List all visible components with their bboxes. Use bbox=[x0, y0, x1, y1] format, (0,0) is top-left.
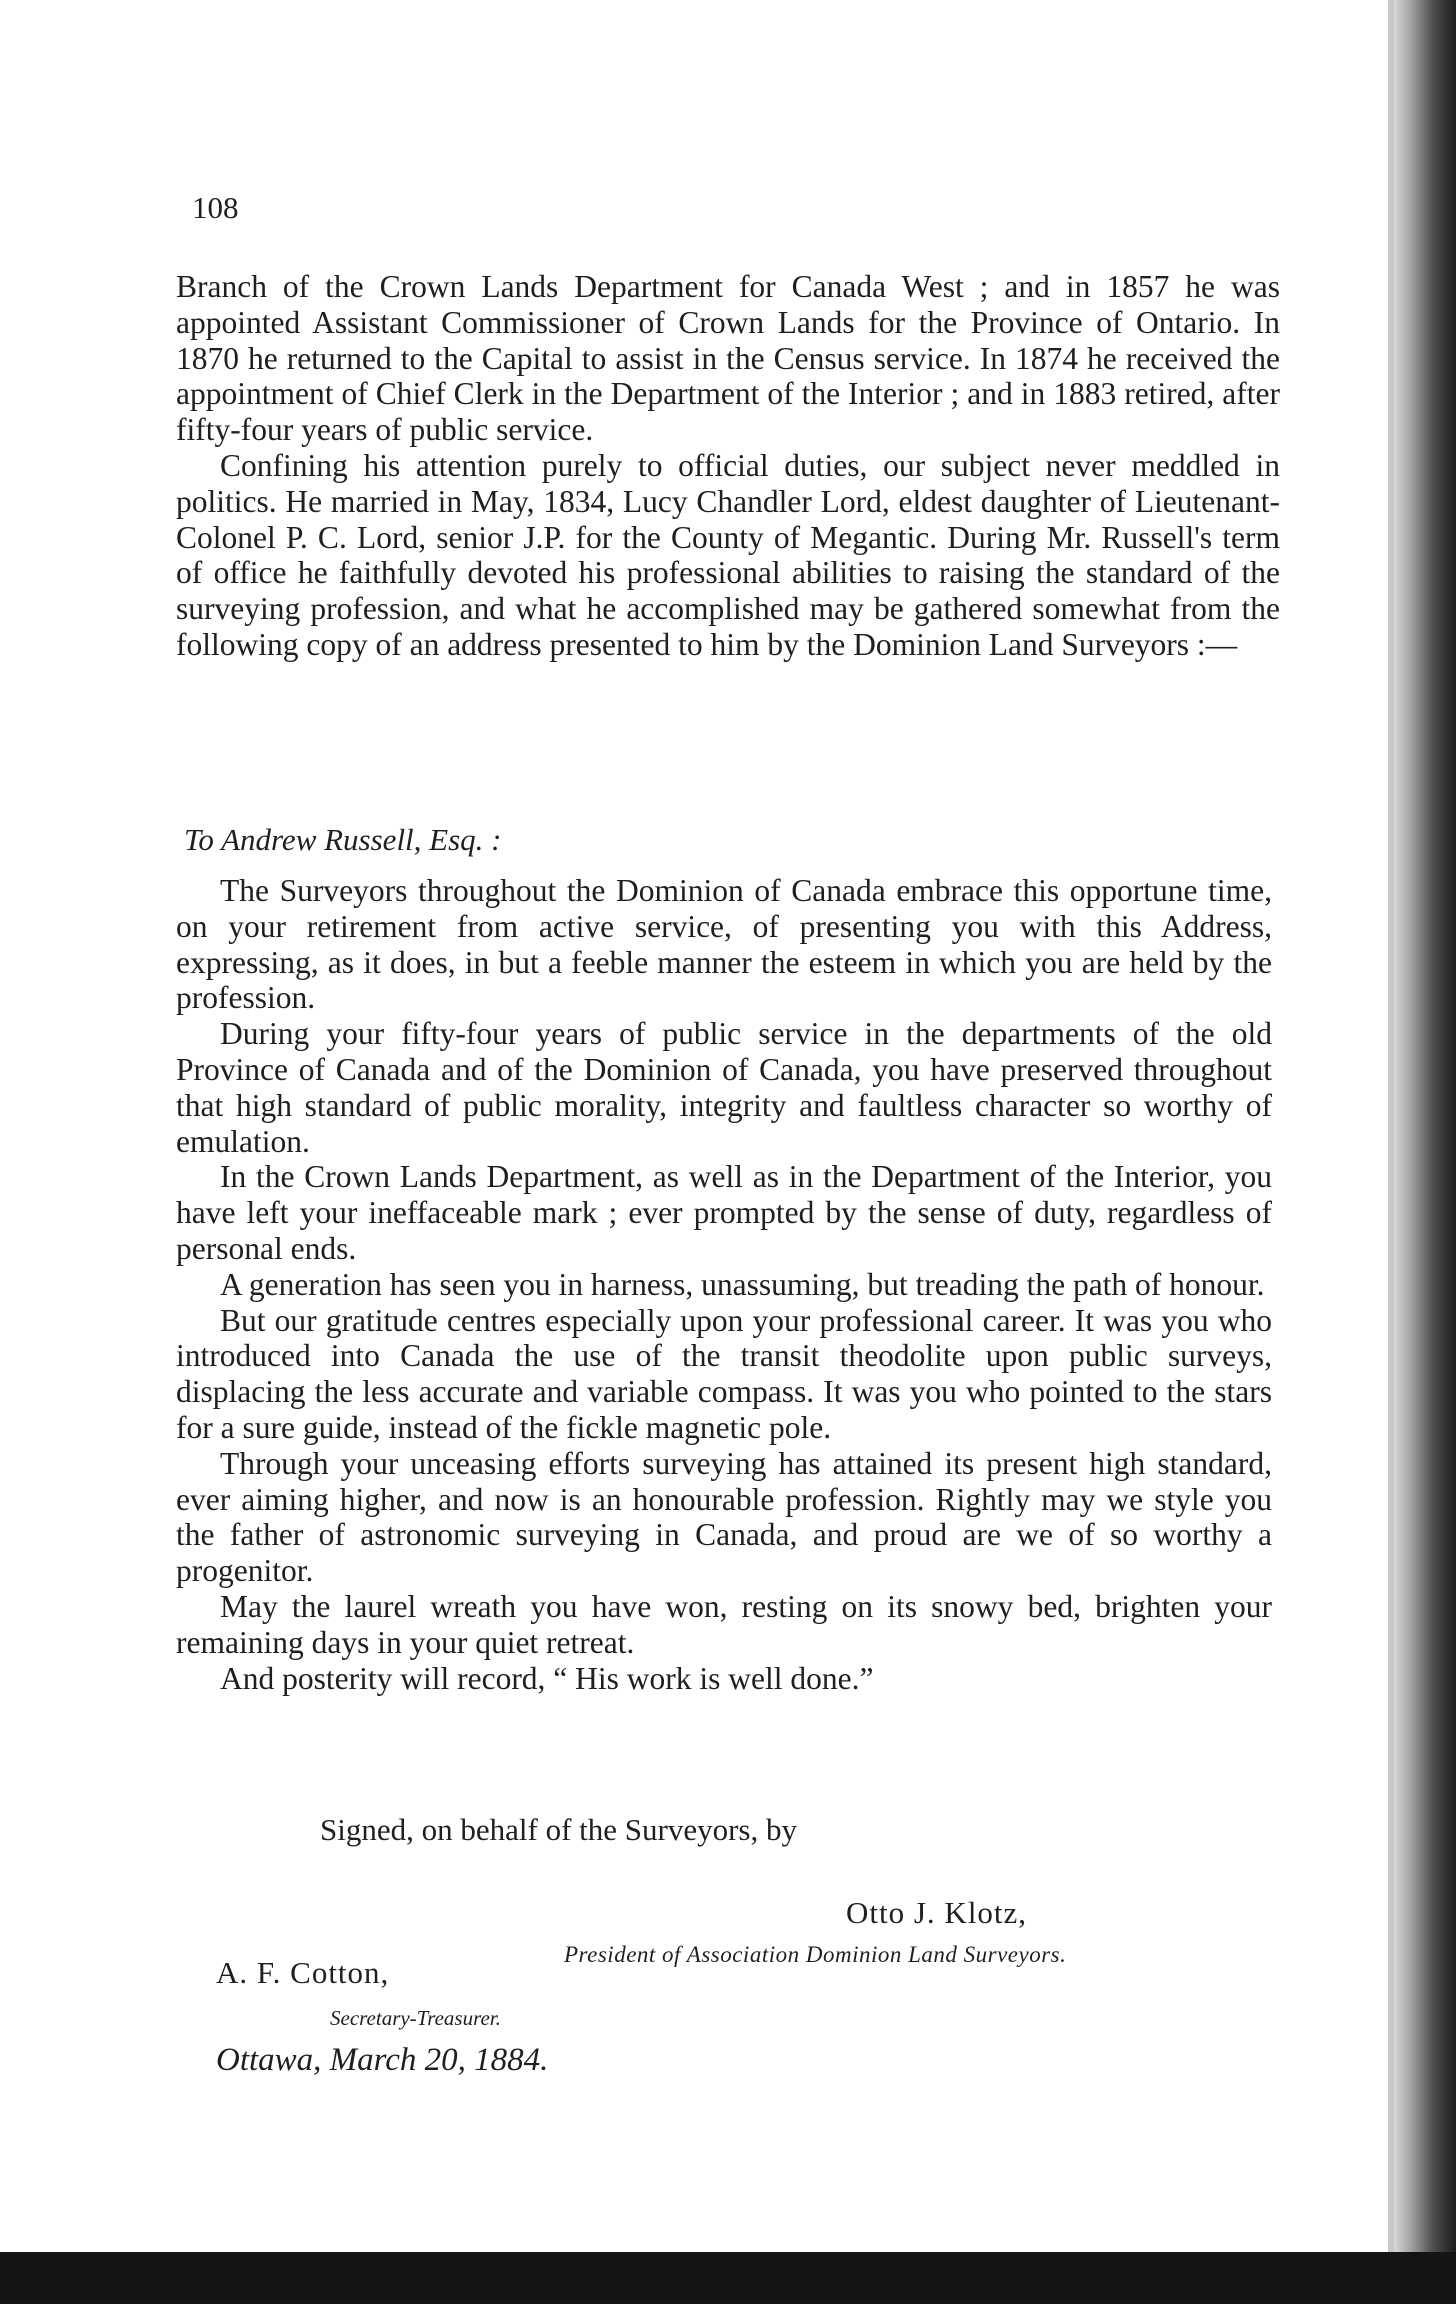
address-paragraph: May the laurel wreath you have won, resting on its snowy bed, brighten your remaining days in your quiet retreat. bbox=[176, 1588, 1272, 1660]
dateline: Ottawa, March 20, 1884. bbox=[216, 2042, 549, 2078]
bottom-border bbox=[0, 2252, 1456, 2304]
signatory-title: President of Association Dominion Land Surveyors. bbox=[564, 1942, 1067, 1967]
signed-line: Signed, on behalf of the Surveyors, by bbox=[320, 1812, 797, 1847]
address-paragraph: But our gratitude centres especially upon your professional career. It was you who introduced into Canada the use of the transit theodolite upon public surveys, displacing the less accurate and variable compass. It was you who pointed to the stars for a sure guide, instead of the fickle magnetic pole. bbox=[176, 1302, 1272, 1445]
address-paragraph: During your fifty-four years of public service in the departments of the old Province of Canada and of the Dominion of Canada, you have preserved throughout that high standard of public morality, integrity and faultless character so worthy of emulation. bbox=[176, 1016, 1272, 1159]
address-paragraph: The Surveyors throughout the Dominion of Canada embrace this opportune time, on your retirement from active service, of presenting you with this Address, expressing, as it does, in but a feeble manner the esteem in which you are held by the profession. bbox=[176, 873, 1272, 1016]
intro-text bbox=[176, 269, 1280, 663]
address-paragraph: In the Crown Lands Department, as well as in the Department of the Interior, you have left your ineffaceable mark ; ever prompted by the sense of duty, regardless of personal ends. bbox=[176, 1159, 1272, 1266]
address-paragraph: And posterity will record, “ His work is well done.” bbox=[220, 1660, 874, 1696]
signatory-title: Secretary-Treasurer. bbox=[330, 2006, 501, 2030]
paragraph: Confining his attention purely to official duties, our subject never meddled in politics. He married in May, 1834, Lucy Chandler Lord, eldest daughter of Lieutenant-Colonel P. C. Lord, senior J.P. for the County of Megantic. During Mr. Russell's term of office he faithfully devoted his professional abilities to raising the standard of the surveying profession, and what he accomplished may be gathered somewhat from the following copy of an address presented to him by the Dominion Land Surveyors :— bbox=[176, 447, 1280, 662]
binding-shadow bbox=[1394, 0, 1456, 2304]
page-number: 108 bbox=[192, 190, 239, 225]
signatory-name: Otto J. Klotz, bbox=[846, 1895, 1028, 1930]
address-paragraph: Through your unceasing efforts surveying has attained its present high standard, ever aiming higher, and now is an honourable profession. Rightly may we style you the father of astronomic surveying in Canada, and proud are we of so worthy a progenitor. bbox=[176, 1445, 1272, 1589]
signatory-name: A. F. Cotton, bbox=[216, 1955, 390, 1990]
address-text bbox=[176, 873, 1272, 1696]
address-paragraph: A generation has seen you in harness, unassuming, but treading the path of honour. bbox=[220, 1266, 1265, 1302]
address-salutation: To Andrew Russell, Esq. : bbox=[184, 822, 502, 857]
paragraph: Branch of the Crown Lands Department for Canada West ; and in 1857 he was appointed Assistant Commissioner of Crown Lands for the Province of Ontario. In 1870 he returned to the Capital to assist in the Census service. In 1874 he received the appointment of Chief Clerk in the Department of the Interior ; and in 1883 retired, after fifty-four years of public service. bbox=[176, 269, 1280, 448]
